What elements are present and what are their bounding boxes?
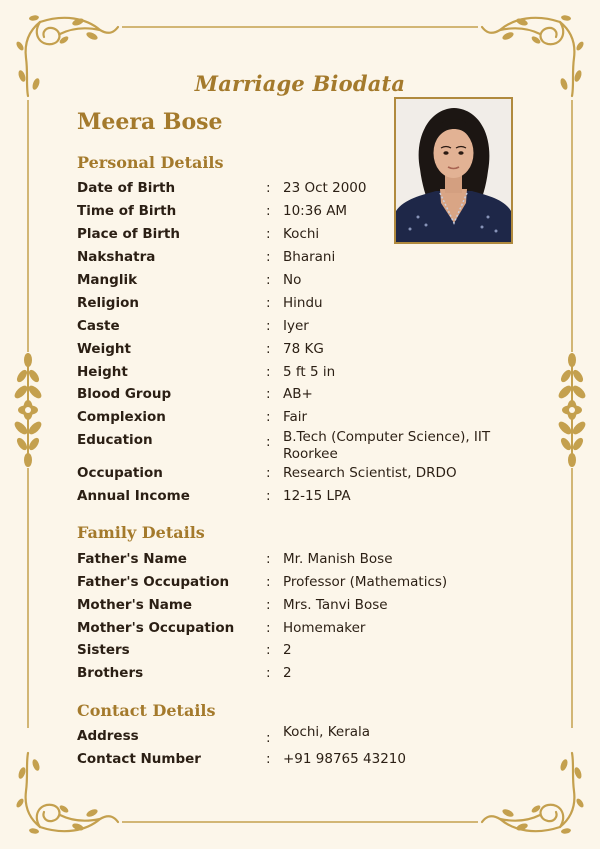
row-label: Weight	[77, 341, 131, 357]
row-separator: :	[266, 386, 271, 402]
row-label: Complexion	[77, 409, 166, 425]
row-separator: :	[266, 488, 271, 504]
row-label: Brothers	[77, 665, 144, 681]
row-separator: :	[266, 465, 271, 481]
row-label: Mother's Occupation	[77, 620, 235, 636]
row-label: Address	[77, 728, 139, 744]
profile-photo	[394, 97, 513, 244]
row-label: Manglik	[77, 272, 138, 288]
row-value: 10:36 AM	[283, 203, 348, 219]
row-separator: :	[266, 597, 271, 613]
row-separator: :	[266, 730, 271, 746]
row-separator: :	[266, 364, 271, 380]
row-label: Caste	[77, 318, 120, 334]
row-separator: :	[266, 249, 271, 265]
row-value: 12-15 LPA	[283, 488, 351, 504]
row-value: Bharani	[283, 249, 336, 265]
row-separator: :	[266, 620, 271, 636]
portrait-image	[396, 99, 511, 242]
row-value: Fair	[283, 409, 308, 425]
row-value: Mrs. Tanvi Bose	[283, 597, 388, 613]
row-label: Time of Birth	[77, 203, 177, 219]
row-value: 23 Oct 2000	[283, 180, 367, 196]
row-separator: :	[266, 434, 271, 450]
row-label: Occupation	[77, 465, 163, 481]
family-details-heading: Family Details	[77, 523, 205, 542]
row-value: B.Tech (Computer Science), IIT Roorkee	[283, 429, 491, 462]
row-label: Place of Birth	[77, 226, 180, 242]
row-separator: :	[266, 751, 271, 767]
row-value: AB+	[283, 386, 313, 402]
row-label: Height	[77, 364, 128, 380]
contact-details-heading: Contact Details	[77, 701, 216, 720]
row-label: Education	[77, 432, 153, 448]
row-label: Annual Income	[77, 488, 190, 504]
row-value: Mr. Manish Bose	[283, 551, 393, 567]
row-value: Iyer	[283, 318, 309, 334]
row-value: 2	[283, 665, 292, 681]
person-name: Meera Bose	[77, 109, 223, 135]
row-value: Homemaker	[283, 620, 366, 636]
row-separator: :	[266, 665, 271, 681]
row-value: Professor (Mathematics)	[283, 574, 448, 590]
row-separator: :	[266, 226, 271, 242]
row-label: Contact Number	[77, 751, 201, 767]
row-label: Sisters	[77, 642, 130, 658]
row-value: Research Scientist, DRDO	[283, 465, 457, 481]
row-value: 2	[283, 642, 292, 658]
row-separator: :	[266, 574, 271, 590]
row-separator: :	[266, 180, 271, 196]
row-value: Kochi	[283, 226, 320, 242]
row-value: Kochi, Kerala	[283, 724, 371, 740]
row-value: +91 98765 43210	[283, 751, 406, 767]
row-separator: :	[266, 551, 271, 567]
row-separator: :	[266, 341, 271, 357]
row-separator: :	[266, 203, 271, 219]
row-label: Religion	[77, 295, 139, 311]
row-label: Father's Occupation	[77, 574, 230, 590]
row-label: Nakshatra	[77, 249, 156, 265]
row-label: Mother's Name	[77, 597, 193, 613]
row-value: 78 KG	[283, 341, 324, 357]
row-separator: :	[266, 642, 271, 658]
row-value: No	[283, 272, 302, 288]
row-separator: :	[266, 272, 271, 288]
row-separator: :	[266, 295, 271, 311]
row-separator: :	[266, 318, 271, 334]
row-separator: :	[266, 409, 271, 425]
row-value: Hindu	[283, 295, 323, 311]
row-label: Date of Birth	[77, 180, 176, 196]
personal-details-heading: Personal Details	[77, 153, 224, 172]
row-value: 5 ft 5 in	[283, 364, 336, 380]
row-label: Blood Group	[77, 386, 172, 402]
row-label: Father's Name	[77, 551, 187, 567]
document-title: Marriage Biodata	[194, 71, 406, 96]
